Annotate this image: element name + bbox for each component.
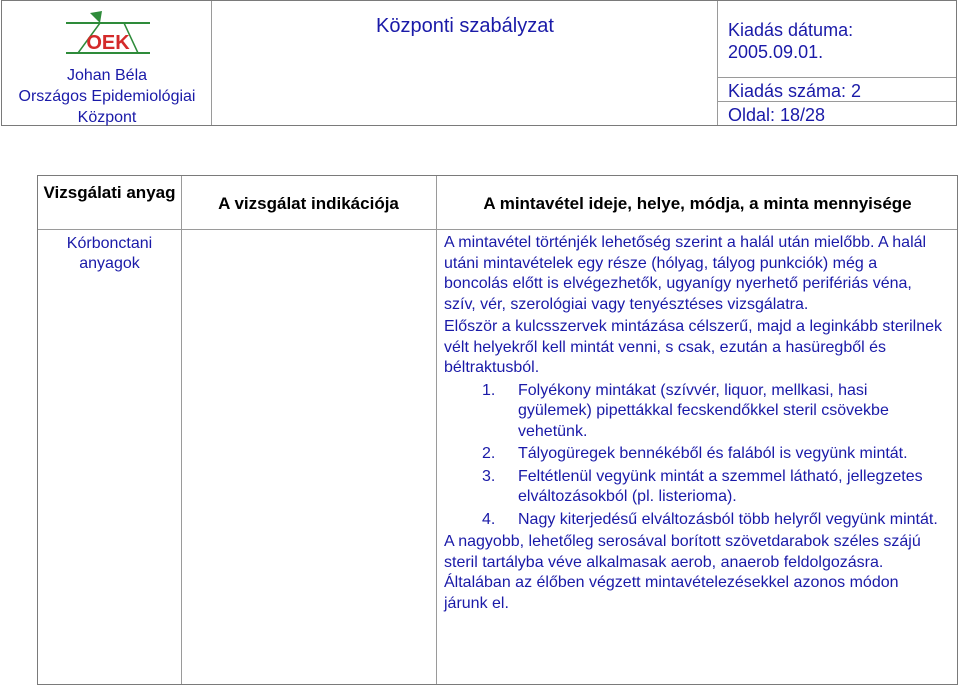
method-paragraph: A nagyobb, lehetőleg serosával borított szövetdarabok széles szájú steril tartályba véve alkalmasak aerob, anaerob feldolgozásra. Általában az élőben végzett mintavételezésekkel azonos módon járunk el. bbox=[444, 533, 921, 612]
issue-date-label: Kiadás dátuma: bbox=[728, 20, 854, 40]
list-text: Nagy kiterjedésű elváltozásból több helyről vegyünk mintát. bbox=[518, 510, 938, 528]
list-text: Tályogüregek bennékéből és falából is vegyünk mintát. bbox=[518, 445, 908, 462]
list-item bbox=[444, 510, 944, 531]
column-header-method: A mintavétel ideje, helye, módja, a minta mennyisége bbox=[483, 194, 912, 213]
issue-date-value: 2005.09.01. bbox=[728, 42, 824, 62]
material-cell: Kórbonctani anyagok bbox=[66, 235, 153, 272]
column-header-indication: A vizsgálat indikációja bbox=[218, 194, 399, 213]
issue-number: Kiadás száma: 2 bbox=[728, 81, 862, 101]
issue-date bbox=[728, 19, 853, 63]
document-title: Központi szabályzat bbox=[376, 15, 554, 37]
list-item bbox=[444, 381, 944, 443]
document-header bbox=[1, 0, 957, 126]
page-number: Oldal: 18/28 bbox=[728, 105, 826, 125]
list-number: 3. bbox=[482, 467, 496, 485]
header-divider bbox=[717, 77, 956, 78]
list-text: Feltétlenül vegyünk mintát a szemmel látható, jellegzetes elváltozásokból (pl. listerioma). bbox=[518, 467, 923, 505]
method-paragraph: Először a kulcsszervek mintázása célszerű, majd a leginkább sterilnek vélt helyekről kell mintát venni, s csak, ezután a hasüregből és béltraktusból. bbox=[444, 318, 942, 376]
oek-logo bbox=[60, 7, 156, 67]
column-divider bbox=[181, 176, 182, 684]
list-item bbox=[444, 467, 944, 508]
sampling-table bbox=[37, 175, 958, 685]
header-row-divider bbox=[38, 229, 957, 230]
list-number: 4. bbox=[482, 510, 496, 528]
method-list bbox=[444, 381, 944, 531]
list-number: 2. bbox=[482, 445, 496, 462]
list-number: 1. bbox=[482, 381, 496, 399]
org-line: Központ bbox=[77, 109, 137, 126]
org-line: Johan Béla bbox=[66, 67, 148, 84]
column-divider bbox=[436, 176, 437, 684]
organization-name bbox=[2, 65, 212, 128]
method-paragraph: A mintavétel történjék lehetőség szerint a halál után mielőbb. A halál utáni mintavételek egy része (hólyag, tályog punkciók) még a boncolás előtt is elvégezhetők, ugyanígy nyerhető perifériás véna, szív, vér, szerológiai vagy tenyésztéses vizsgálatra. bbox=[444, 234, 927, 313]
logo-text: OEK bbox=[86, 32, 130, 54]
column-header-material: Vizsgálati anyag bbox=[43, 183, 176, 202]
list-item bbox=[444, 444, 944, 465]
list-text: Folyékony mintákat (szívvér, liquor, mellkasi, hasi gyülemek) pipettákkal fecskendőkkel steril csövekbe vehetünk. bbox=[518, 381, 889, 440]
method-cell bbox=[444, 233, 944, 614]
org-line: Országos Epidemiológiai bbox=[18, 88, 196, 105]
